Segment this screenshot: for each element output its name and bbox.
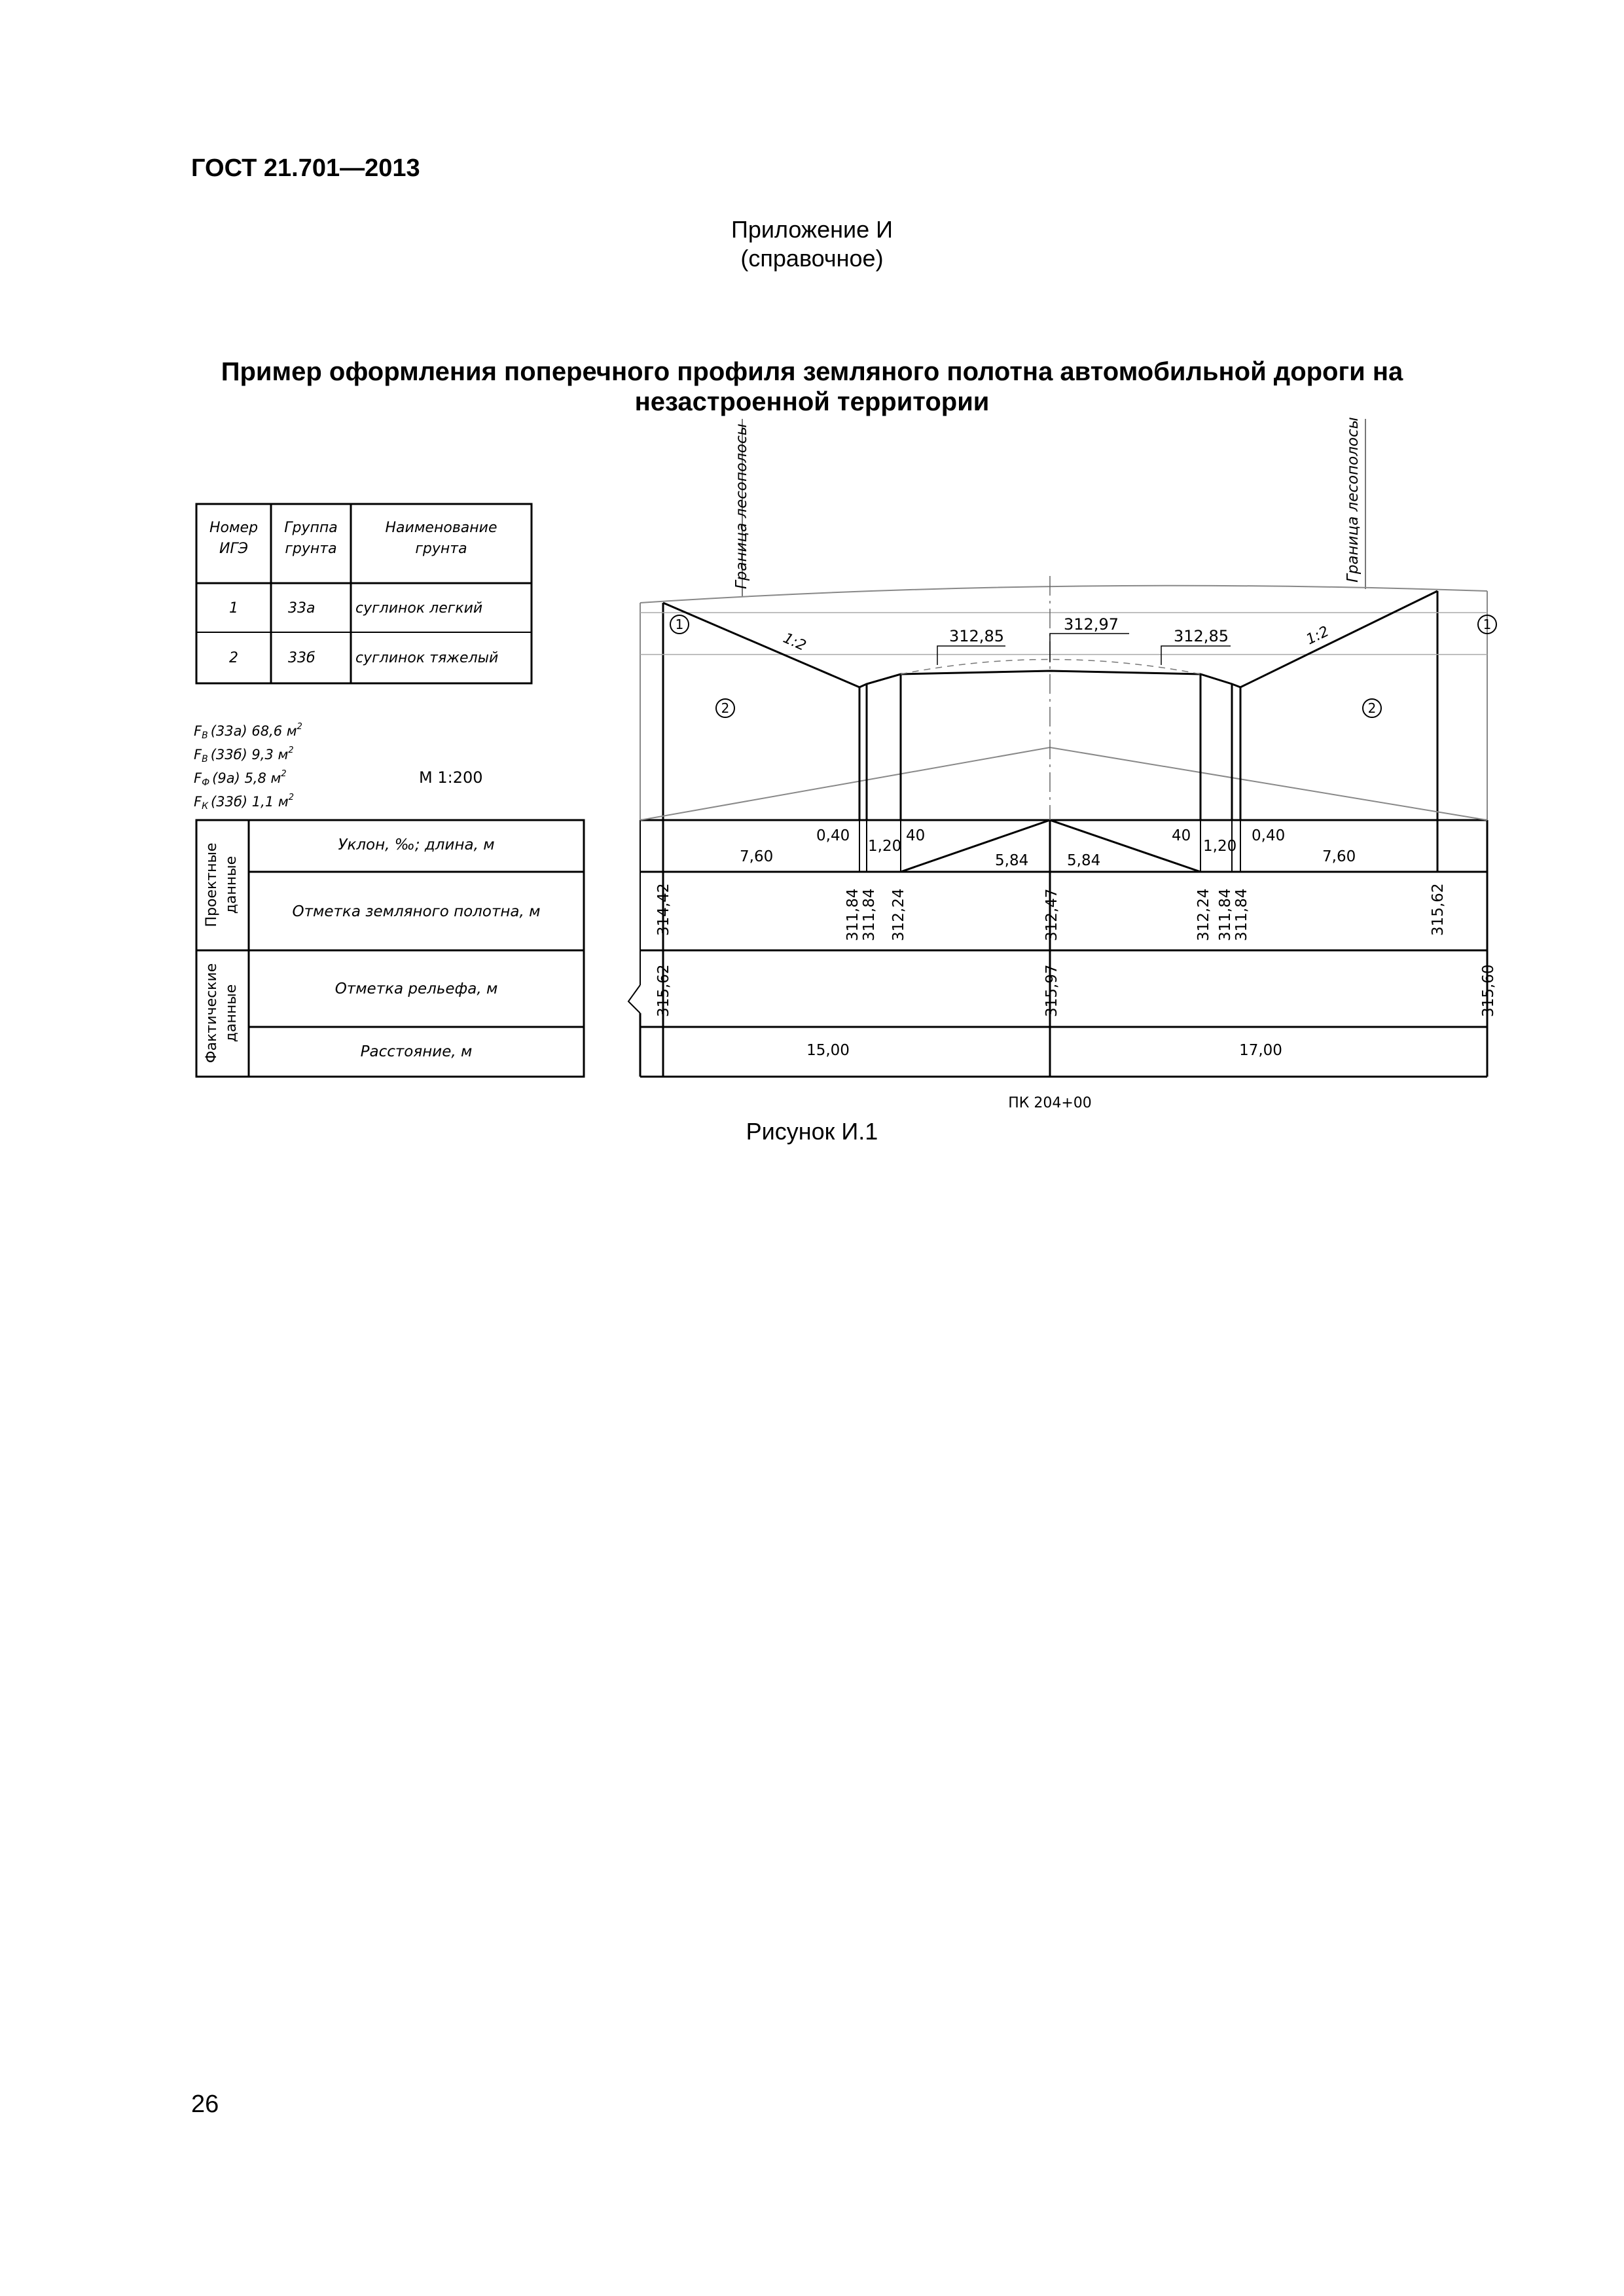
forest-boundary-right: Граница лесополосы [1344,417,1362,583]
slope-val-1: 7,60 [740,848,774,865]
layer-mark-1-left: 1 [675,617,684,632]
area-line-4: FК (33б) 1,1 $м^2$ [194,793,294,812]
soil-row-1-group: 33а [288,600,316,617]
design-elev-3: 311,84 [861,888,878,941]
row-label-design-elev: Отметка земляного полотна, м [292,903,541,920]
elev-top-axis: 312,97 [1064,615,1119,634]
design-elev-6: 312,24 [1195,888,1212,941]
terrain-elev-1: 315,62 [655,964,672,1017]
group-actual-line2: данные [223,984,240,1043]
soil-row-1-num: 1 [229,600,238,617]
slope-val-7: 40 [1172,827,1191,844]
picket-label: ПК 204+00 [1008,1095,1092,1111]
group-actual-line1: Фактические [204,963,220,1064]
slope-val-2: 0,40 [816,827,850,844]
design-elev-4: 312,24 [890,888,907,941]
area-line-2: FВ (33б) 9,3 $м^2$ [194,745,294,764]
drawing-scale: М 1:200 [419,768,483,787]
figure-title-line2: незастроенной территории [634,387,990,416]
slope-val-3: 1,20 [868,838,902,855]
soil-table-header-num-2: ИГЭ [219,541,249,557]
soil-table-header-name-1: Наименование [385,520,497,536]
slope-val-5: 5,84 [995,852,1029,869]
elev-top-left: 312,85 [949,627,1004,645]
appendix-title: Приложение И [731,216,893,243]
page-number: 26 [191,2090,219,2118]
slope-label-right: 1:2 [1303,623,1332,649]
figure-caption: Рисунок И.1 [746,1118,878,1145]
terrain-elev-3: 315,60 [1480,964,1497,1017]
distance-2: 17,00 [1239,1042,1282,1059]
figure-title-line1: Пример оформления поперечного профиля земляного полотна автомобильной дороги на [221,357,1403,386]
design-elev-2: 311,84 [844,888,861,941]
slope-val-9: 0,40 [1252,827,1286,844]
row-label-terrain-elev: Отметка рельефа, м [334,980,498,997]
slope-val-6: 5,84 [1067,852,1101,869]
soil-row-2-name: суглинок тяжелый [355,650,499,666]
row-label-distance: Расстояние, м [360,1043,473,1060]
standard-header: ГОСТ 21.701—2013 [191,154,420,182]
design-elev-5: 312,47 [1043,888,1060,941]
slope-val-8: 1,20 [1203,838,1237,855]
terrain-elev-2: 315,97 [1043,964,1060,1017]
area-line-1: FВ (33а) 68,6 $м^2$ [194,722,302,741]
layer-mark-1-right: 1 [1483,617,1492,632]
soil-row-2-num: 2 [229,650,238,666]
group-project-line1: Проектные [204,842,220,927]
design-elev-9: 315,62 [1430,883,1447,936]
soil-table-header-num-1: Номер [209,520,259,536]
soil-table-header-name-2: грунта [415,541,467,557]
design-elev-8: 311,84 [1233,888,1250,941]
forest-boundary-left: Граница лесополосы [733,423,750,589]
soil-row-1-name: суглинок легкий [355,600,483,617]
soil-table-header-group-2: грунта [285,541,337,557]
design-elev-1: 314,42 [655,883,672,936]
elev-top-right: 312,85 [1174,627,1229,645]
appendix-type: (справочное) [740,245,884,272]
group-project-line2: данные [223,855,240,914]
design-elev-7: 311,84 [1217,888,1234,941]
layer-mark-2-left: 2 [721,700,730,716]
area-line-3: FФ (9а) 5,8 $м^2$ [194,769,287,788]
layer-mark-2-right: 2 [1367,700,1377,716]
slope-val-4: 40 [906,827,926,844]
slope-label-left: 1:2 [780,630,809,655]
soil-row-2-group: 33б [288,650,316,666]
distance-1: 15,00 [806,1042,850,1059]
row-label-slope: Уклон, ‰; длина, м [338,836,495,853]
soil-table-header-group-1: Группа [284,520,338,536]
slope-val-10: 7,60 [1322,848,1356,865]
legend-band [196,820,584,1077]
